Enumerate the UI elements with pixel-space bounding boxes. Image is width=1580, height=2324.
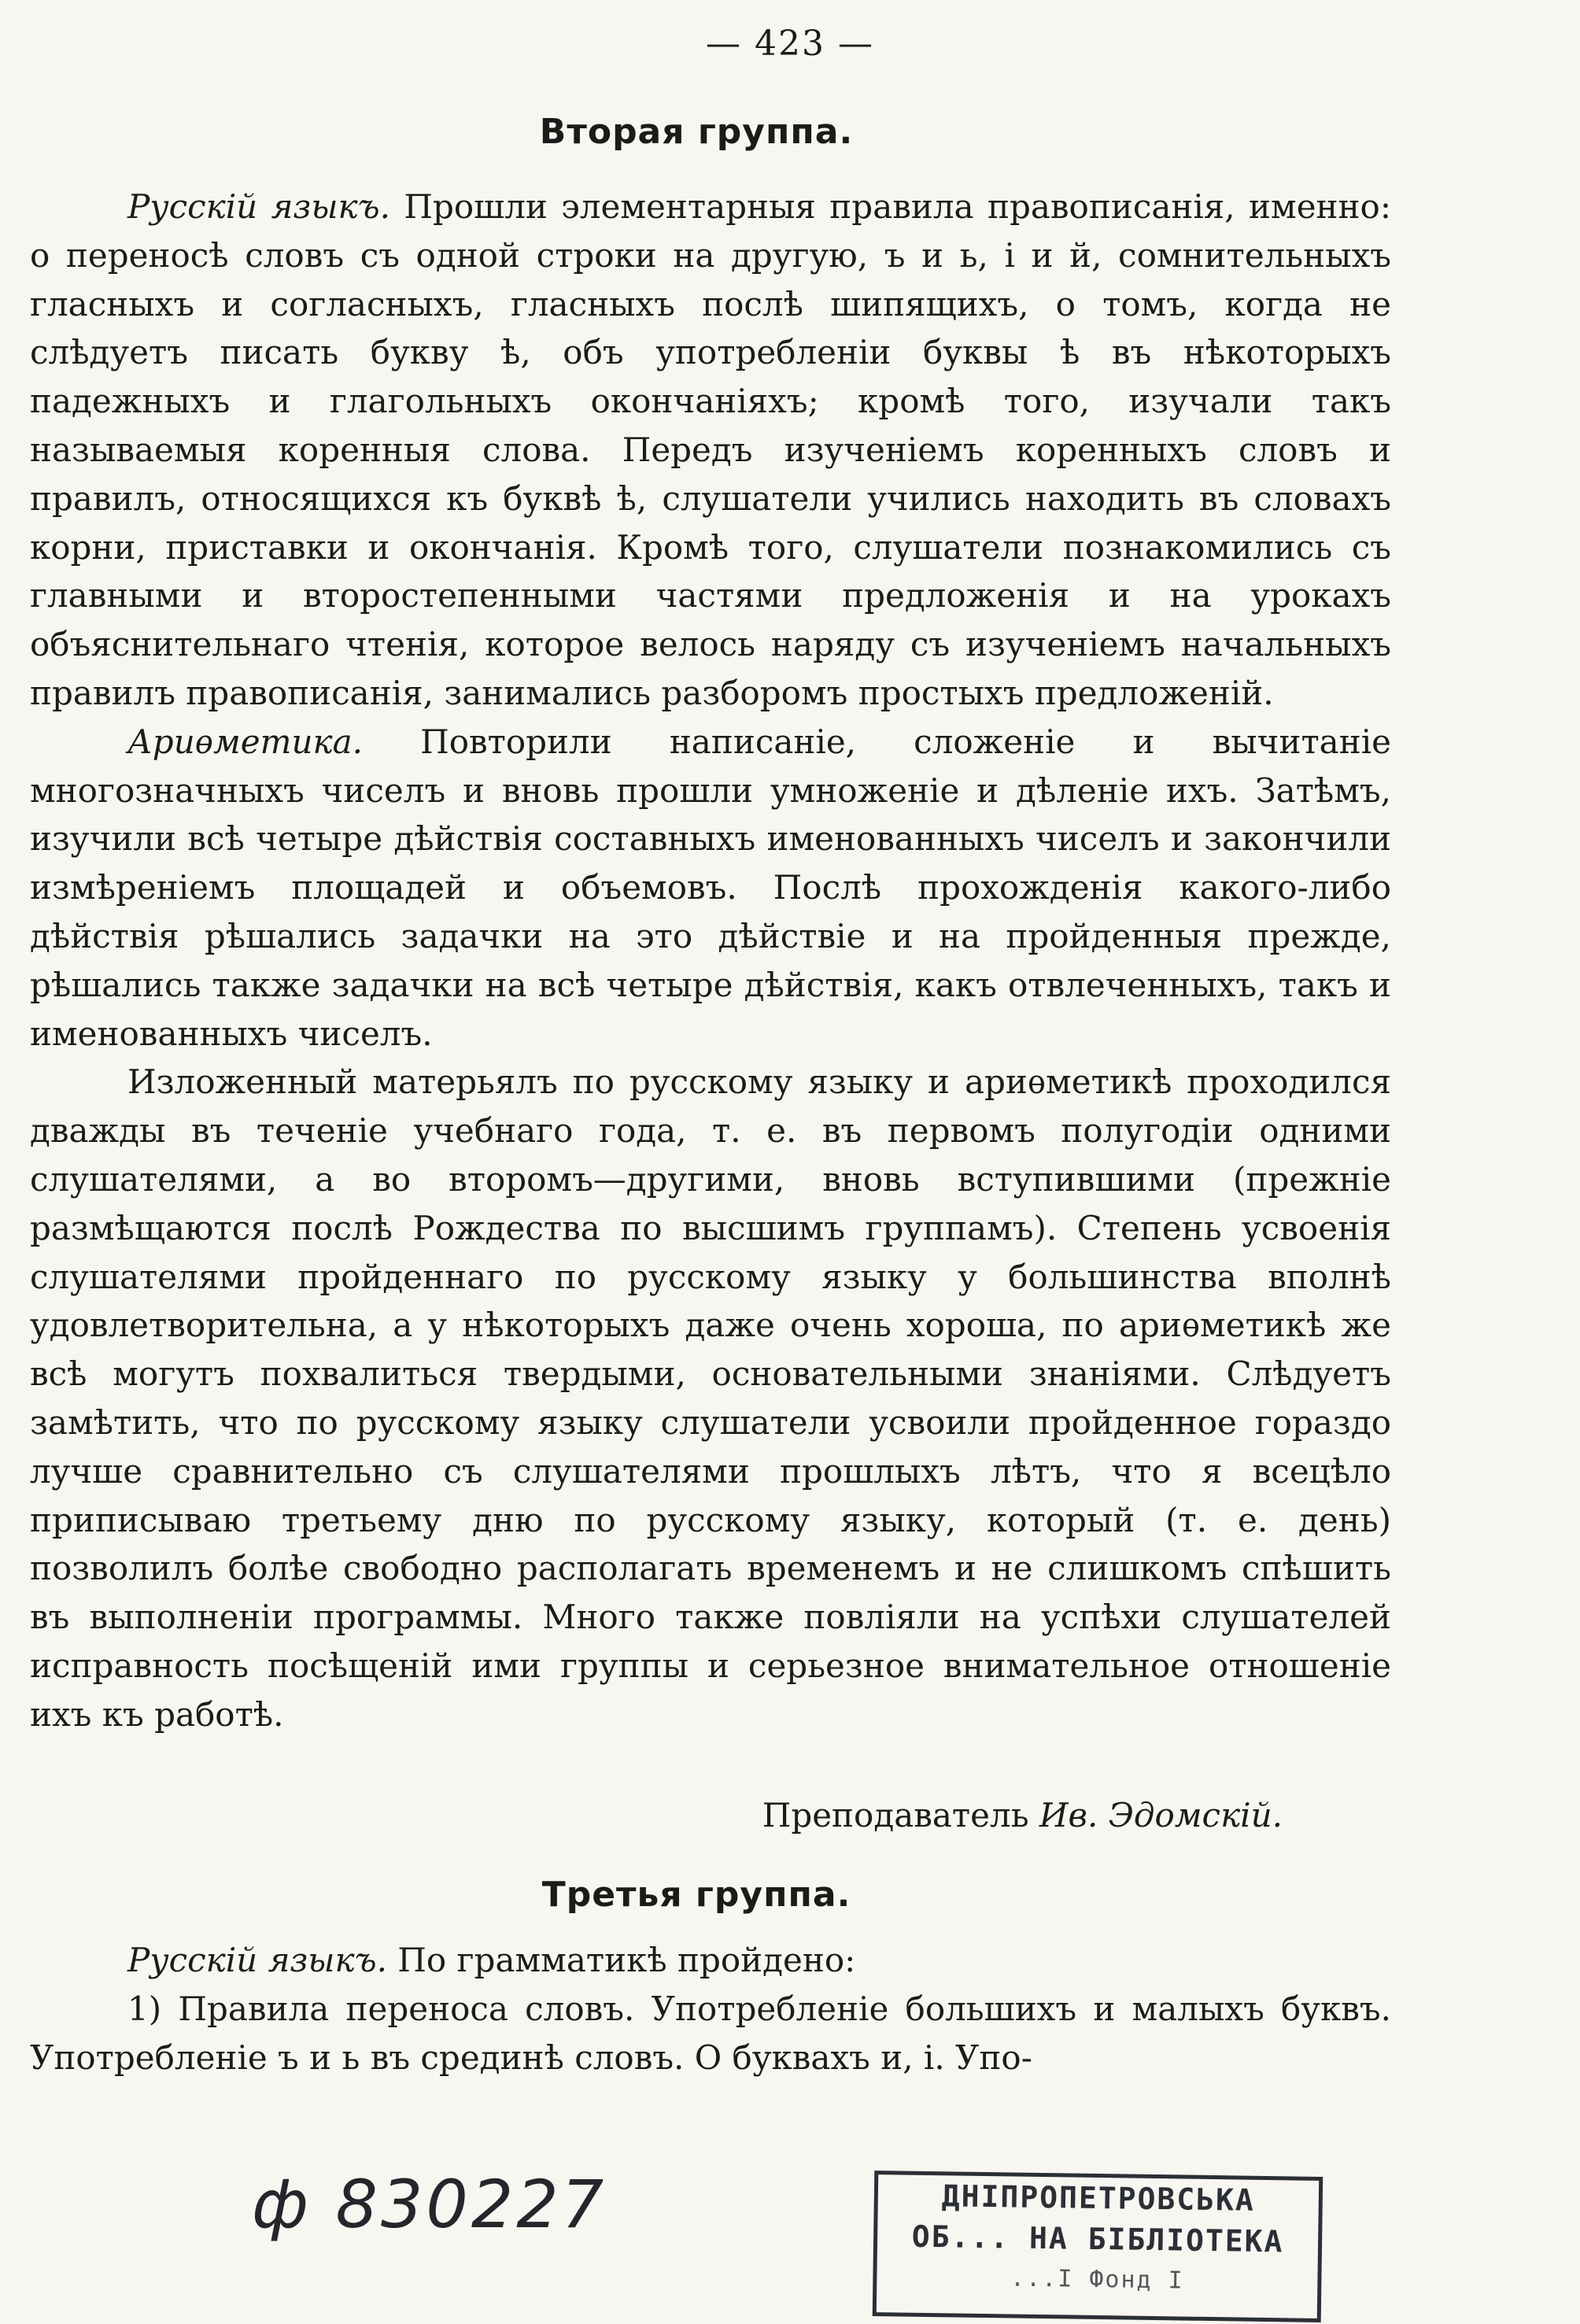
paragraph-text: Повторили написаніе, сложеніе и вычитаніе многозначныхъ чиселъ и вновь прошли умноженіе и дѣленіе ихъ. Затѣмъ, изучили всѣ четыре дѣйствія составныхъ именованныхъ чиселъ и закончили измѣреніемъ площадей и объемовъ. Послѣ прохожденія какого-либо дѣйствія рѣшались задачки на это дѣйствіе и на пройденныя прежде, рѣшались также задачки на всѣ четыре дѣйствія, какъ отвлеченныхъ, такъ и именованныхъ чиселъ.: [30, 722, 1391, 1053]
signature-name: Ив. Эдомскій.: [1039, 1796, 1283, 1834]
paragraph-arithmetic: [30, 718, 1391, 1059]
section-heading-third-group: Третья группа.: [541, 1875, 851, 1915]
signature-role: Преподаватель: [762, 1796, 1029, 1834]
stamp-line-3: ...І Фонд І: [1010, 2264, 1184, 2295]
teacher-signature: [0, 1796, 1283, 1834]
paragraph-grammar-item-1: 1) Правила переноса словъ. Употребленіе большихъ и малыхъ буквъ. Употребленіе ъ и ь въ срединѣ словъ. О буквахъ и, і. Упо-: [30, 1989, 1391, 2077]
handwritten-inventory-number: ф 830227: [252, 2166, 607, 2243]
paragraph-label: Ариѳметика.: [127, 722, 363, 761]
paragraph-summary: Изложенный матерьялъ по русскому языку и ариѳметикѣ проходился дважды въ теченіе учебнаго года, т. е. въ первомъ полугодіи одними слушателями, а во второмъ—другими, вновь вступившими (прежніе размѣщаются послѣ Рождества по высшимъ группамъ). Степень усвоенія слушателями пройденнаго по русскому языку у большинства вполнѣ удовлетворительна, а у нѣкоторыхъ даже очень хороша, по ариѳметикѣ же всѣ могутъ похвалиться твердыми, основательными знаніями. Слѣдуетъ замѣтить, что по русскому языку слушатели усвоили пройденное гораздо лучше сравнительно съ слушателями прошлыхъ лѣтъ, что я всецѣло приписываю третьему дню по русскому языку, который (т. е. день) позволилъ болѣе свободно располагать временемъ и не слишкомъ спѣшить въ выполненіи программы. Много также повліяли на успѣхи слушателей исправность посѣщеній ими группы и серьезное внимательное отношеніе ихъ къ работѣ.: [30, 1062, 1391, 1734]
library-stamp: [873, 2171, 1323, 2322]
paragraph-text: По грамматикѣ пройдено:: [386, 1941, 856, 1979]
paragraph-label: Русскій языкъ.: [127, 187, 390, 226]
section-third-group-body: [30, 1936, 1391, 2082]
paragraph-grammar-intro: [30, 1936, 1391, 1985]
section-second-group-body: [30, 183, 1391, 1739]
paragraph-russian-language: [30, 183, 1391, 718]
page-number: — 423 —: [706, 24, 874, 64]
paragraph-label: Русскій языкъ.: [127, 1941, 387, 1979]
stamp-line-2: ОБ... НА БІБЛІОТЕКА: [911, 2219, 1284, 2259]
paragraph-text: Прошли элементарныя правила правописанія, именно: о переносѣ словъ съ одной строки на другую, ъ и ь, і и й, сомнительныхъ гласныхъ и согласныхъ, гласныхъ послѣ шипящихъ, о томъ, когда не слѣдуетъ писать букву ѣ, объ употребленіи буквы ѣ въ нѣкоторыхъ падежныхъ и глагольныхъ окончаніяхъ; кромѣ того, изучали такъ называемыя коренныя слова. Передъ изученіемъ коренныхъ словъ и правилъ, относящихся къ буквѣ ѣ, слушатели учились находить въ словахъ корни, приставки и окончанія. Кромѣ того, слушатели познакомились съ главными и второстепенными частями предложенія и на урокахъ объяснительнаго чтенія, которое велось наряду съ изученіемъ начальныхъ правилъ правописанія, занимались разборомъ простыхъ предложеній.: [30, 187, 1391, 712]
stamp-line-1: ДНІПРОПЕТРОВСЬКА: [941, 2178, 1256, 2218]
section-heading-second-group: Вторая группа.: [539, 112, 854, 152]
